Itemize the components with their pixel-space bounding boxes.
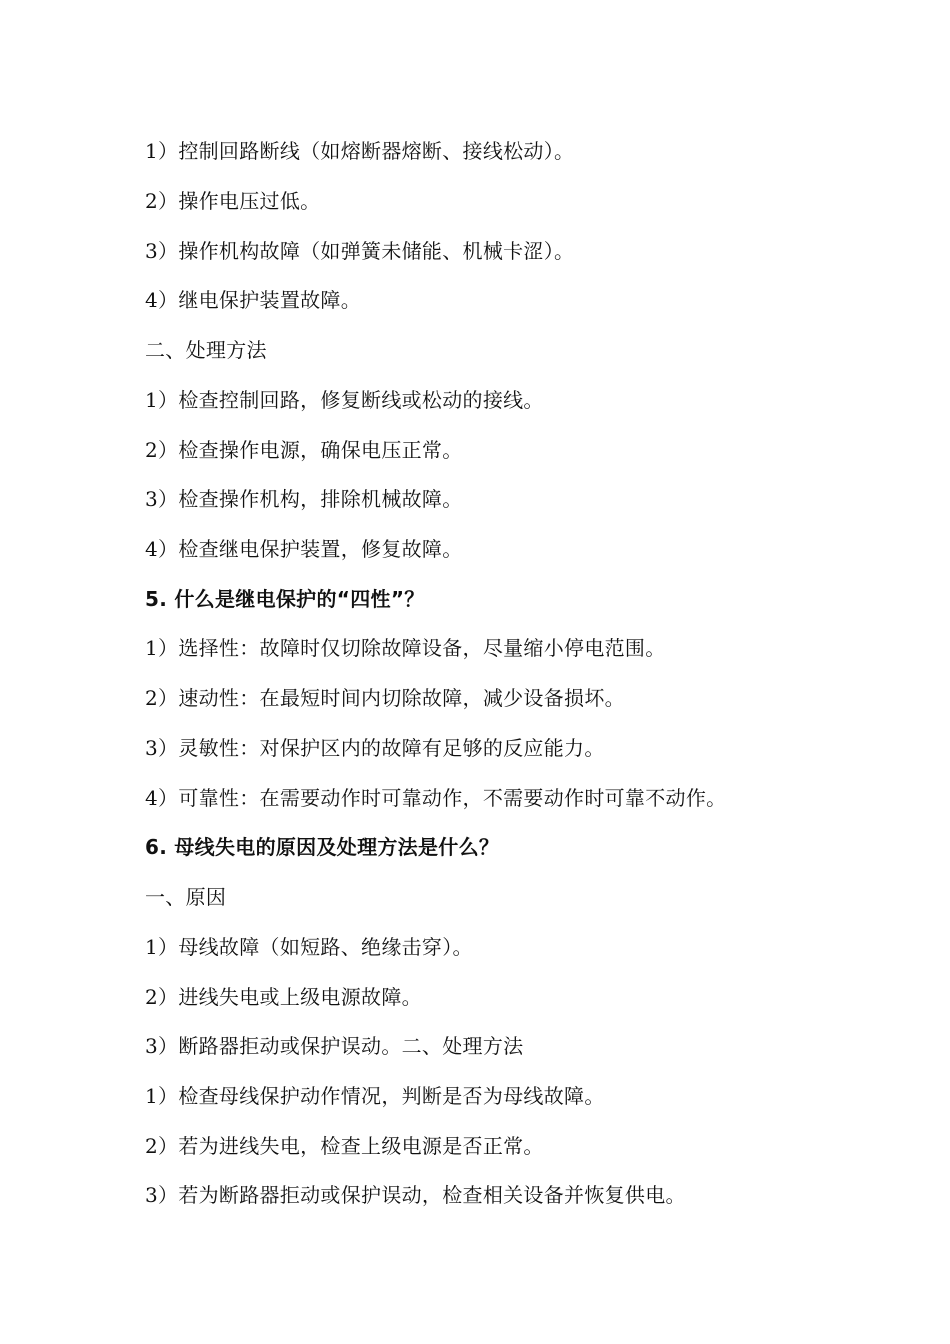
list-item: 1）检查母线保护动作情况，判断是否为母线故障。 xyxy=(145,1084,605,1108)
list-item: 4）可靠性：在需要动作时可靠动作，不需要动作时可靠不动作。 xyxy=(145,786,727,810)
section-subheading: 一、原因 xyxy=(145,885,227,909)
question-heading: 5. 什么是继电保护的“四性”？ xyxy=(145,587,425,611)
list-item: 2）速动性：在最短时间内切除故障，减少设备损坏。 xyxy=(145,686,625,710)
list-item: 2）进线失电或上级电源故障。 xyxy=(145,985,422,1009)
list-item: 2）检查操作电源，确保电压正常。 xyxy=(145,438,463,462)
list-item: 4）检查继电保护装置，修复故障。 xyxy=(145,537,463,561)
list-item: 3）灵敏性：对保护区内的故障有足够的反应能力。 xyxy=(145,736,605,760)
list-item: 1）选择性：故障时仅切除故障设备，尽量缩小停电范围。 xyxy=(145,636,666,660)
list-item: 3）操作机构故障（如弹簧未储能、机械卡涩）。 xyxy=(145,239,575,263)
list-item: 2）若为进线失电，检查上级电源是否正常。 xyxy=(145,1134,544,1158)
list-item: 3）检查操作机构，排除机械故障。 xyxy=(145,487,463,511)
list-item: 4）继电保护装置故障。 xyxy=(145,288,362,312)
list-item: 1）母线故障（如短路、绝缘击穿）。 xyxy=(145,935,473,959)
question-heading: 6. 母线失电的原因及处理方法是什么？ xyxy=(145,835,500,859)
list-item: 3）断路器拒动或保护误动。二、处理方法 xyxy=(145,1034,524,1058)
list-item: 3）若为断路器拒动或保护误动，检查相关设备并恢复供电。 xyxy=(145,1183,686,1207)
list-item: 2）操作电压过低。 xyxy=(145,189,321,213)
list-item: 1）控制回路断线（如熔断器熔断、接线松动）。 xyxy=(145,139,575,163)
list-item: 1）检查控制回路，修复断线或松动的接线。 xyxy=(145,388,544,412)
section-subheading: 二、处理方法 xyxy=(145,338,267,362)
